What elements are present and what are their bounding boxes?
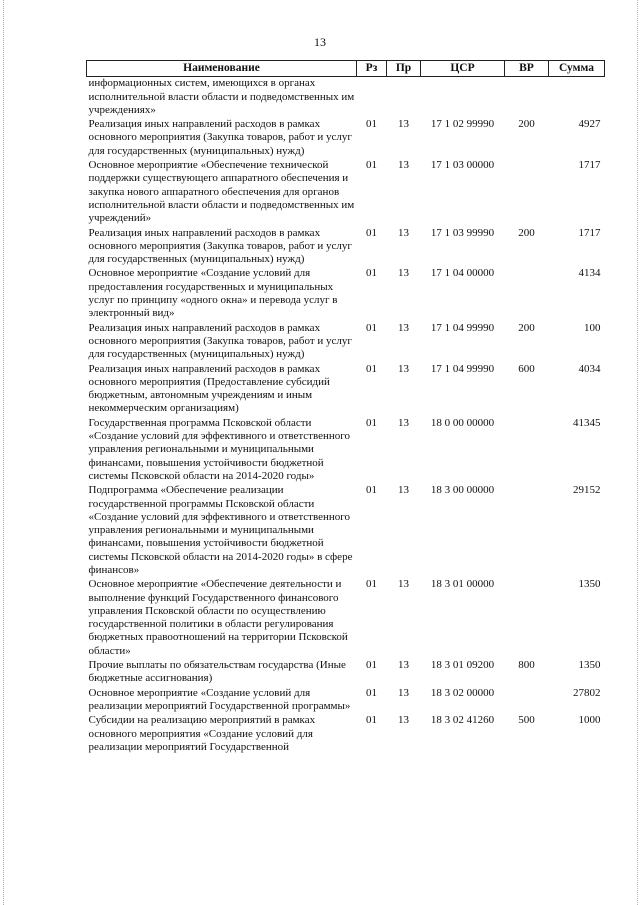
row-csr: 17 1 03 00000 <box>430 159 495 172</box>
row-pr: 13 <box>398 686 409 699</box>
budget-table <box>86 60 605 754</box>
table-row <box>87 658 605 686</box>
row-name: Реализация иных направлений расходов в рамках основного мероприятия (Закупка товаров, работ и услуг для государственных (муниципальных) нужд) <box>88 321 352 361</box>
row-rz <box>357 77 387 117</box>
row-csr: 18 0 00 00000 <box>430 416 495 429</box>
row-csr: 18 3 02 41260 <box>430 714 495 727</box>
table-row <box>87 226 605 267</box>
row-vr: 200 <box>518 118 535 131</box>
row-vr <box>505 158 549 225</box>
row-csr: 17 1 02 99990 <box>430 118 495 131</box>
table-header-row <box>87 61 605 77</box>
row-rz: 01 <box>366 226 377 239</box>
row-sum: 1000 <box>578 714 601 727</box>
table-row <box>87 483 605 577</box>
row-vr: 600 <box>518 362 535 375</box>
left-margin-line <box>3 0 4 905</box>
row-name: информационных систем, имеющихся в органах исполнительной власти области и подведомственных им учреждениях» <box>88 77 355 116</box>
row-vr <box>505 686 549 714</box>
row-vr <box>505 416 549 483</box>
row-pr <box>387 77 421 117</box>
row-name: Реализация иных направлений расходов в рамках основного мероприятия (Закупка товаров, работ и услуг для государственных (муниципальных) нужд) <box>88 118 352 157</box>
header-name: Наименование <box>87 61 357 77</box>
row-name: Субсидии на реализацию мероприятий в рамках основного мероприятия «Создание условий для реализации мероприятий Государственной <box>88 714 316 753</box>
row-rz: 01 <box>366 659 377 672</box>
row-name: Прочие выплаты по обязательствам государства (Иные бюджетные ассигнования) <box>88 659 346 685</box>
row-sum: 1717 <box>578 226 601 239</box>
row-rz: 01 <box>366 118 377 131</box>
row-vr <box>505 483 549 577</box>
row-csr: 18 3 02 00000 <box>430 686 495 699</box>
row-sum: 1350 <box>578 659 601 672</box>
row-sum: 27802 <box>573 686 601 699</box>
header-pr: Пр <box>387 61 421 77</box>
row-rz: 01 <box>366 159 377 172</box>
header-csr: ЦСР <box>421 61 505 77</box>
row-csr: 17 1 04 99990 <box>430 321 495 334</box>
row-rz: 01 <box>366 362 377 375</box>
row-vr: 500 <box>518 714 535 727</box>
row-rz: 01 <box>366 484 377 497</box>
row-vr <box>505 577 549 658</box>
table-row <box>87 416 605 483</box>
row-rz: 01 <box>366 686 377 699</box>
row-name: Основное мероприятие «Создание условий для реализации мероприятий Государственной программы» <box>88 686 351 712</box>
table-row <box>87 117 605 158</box>
row-csr: 18 3 01 09200 <box>430 659 495 672</box>
row-rz: 01 <box>366 578 377 591</box>
row-name: Основное мероприятие «Обеспечение деятельности и выполнение функций Государственного финансового управления Псковской области по осуществлению государственной политики в области регулирования бюджетных правоотношений на территории Псковской области» <box>88 578 348 657</box>
table-row <box>87 321 605 362</box>
row-pr: 13 <box>398 659 409 672</box>
row-rz: 01 <box>366 267 377 280</box>
row-pr: 13 <box>398 484 409 497</box>
row-sum: 4134 <box>578 267 601 280</box>
page-number: 13 <box>314 35 326 49</box>
row-csr: 17 1 03 99990 <box>430 226 495 239</box>
header-vr: ВР <box>505 61 549 77</box>
row-sum: 1717 <box>578 159 601 172</box>
row-sum: 100 <box>584 321 601 334</box>
row-vr <box>505 77 549 117</box>
row-rz: 01 <box>366 321 377 334</box>
row-pr: 13 <box>398 321 409 334</box>
row-sum: 4034 <box>578 362 601 375</box>
row-name: Государственная программа Псковской области «Создание условий для эффективного и ответственного управления региональными и муниципальными финансами, повышения устойчивости бюджетной системы Псковской области на 2014-2020 годы» <box>88 416 351 482</box>
row-csr <box>421 77 505 117</box>
row-vr: 200 <box>518 321 535 334</box>
row-sum: 29152 <box>573 484 601 497</box>
row-name: Основное мероприятие «Обеспечение технической поддержки существующего аппаратного обеспечения и закупка нового аппаратного обеспечения для органов исполнительной власти области и подведомственных им учреждений» <box>88 159 355 225</box>
row-vr <box>505 266 549 320</box>
row-csr: 18 3 00 00000 <box>430 484 495 497</box>
row-csr: 17 1 04 99990 <box>430 362 495 375</box>
header-sum: Сумма <box>549 61 605 77</box>
row-name: Подпрограмма «Обеспечение реализации государственной программы Псковской области «Создание условий для эффективного и ответственного управления региональными и муниципальными финансами, повышения устойчивости бюджетной системы Псковской области на 2014-2020 годы» в сфере финансов» <box>88 484 353 576</box>
row-pr: 13 <box>398 578 409 591</box>
row-csr: 17 1 04 00000 <box>430 267 495 280</box>
header-rz: Рз <box>357 61 387 77</box>
row-pr: 13 <box>398 714 409 727</box>
row-name: Реализация иных направлений расходов в рамках основного мероприятия (Предоставление субсидий бюджетным, автономным учреждениям и иным некоммерческим организациям) <box>88 362 330 415</box>
row-pr: 13 <box>398 362 409 375</box>
table-row <box>87 266 605 320</box>
row-vr: 200 <box>518 226 535 239</box>
row-pr: 13 <box>398 118 409 131</box>
table-row <box>87 77 605 117</box>
row-sum: 1350 <box>578 578 601 591</box>
row-sum: 4927 <box>578 118 601 131</box>
row-pr: 13 <box>398 159 409 172</box>
right-margin-line <box>637 0 638 905</box>
table-row <box>87 686 605 714</box>
row-pr: 13 <box>398 416 409 429</box>
table-row <box>87 713 605 754</box>
row-name: Основное мероприятие «Создание условий для предоставления государственных и муниципальных услуг по принципу «одного окна» и перевода услуг в электронный вид» <box>88 267 338 320</box>
row-name: Реализация иных направлений расходов в рамках основного мероприятия (Закупка товаров, работ и услуг для государственных (муниципальных) нужд) <box>88 226 352 266</box>
row-vr: 800 <box>518 659 535 672</box>
table-row <box>87 362 605 416</box>
row-sum: 41345 <box>573 416 601 429</box>
row-rz: 01 <box>366 714 377 727</box>
table-row <box>87 158 605 225</box>
row-pr: 13 <box>398 226 409 239</box>
row-csr: 18 3 01 00000 <box>430 578 495 591</box>
table-row <box>87 577 605 658</box>
row-rz: 01 <box>366 416 377 429</box>
row-sum <box>549 77 605 117</box>
row-pr: 13 <box>398 267 409 280</box>
